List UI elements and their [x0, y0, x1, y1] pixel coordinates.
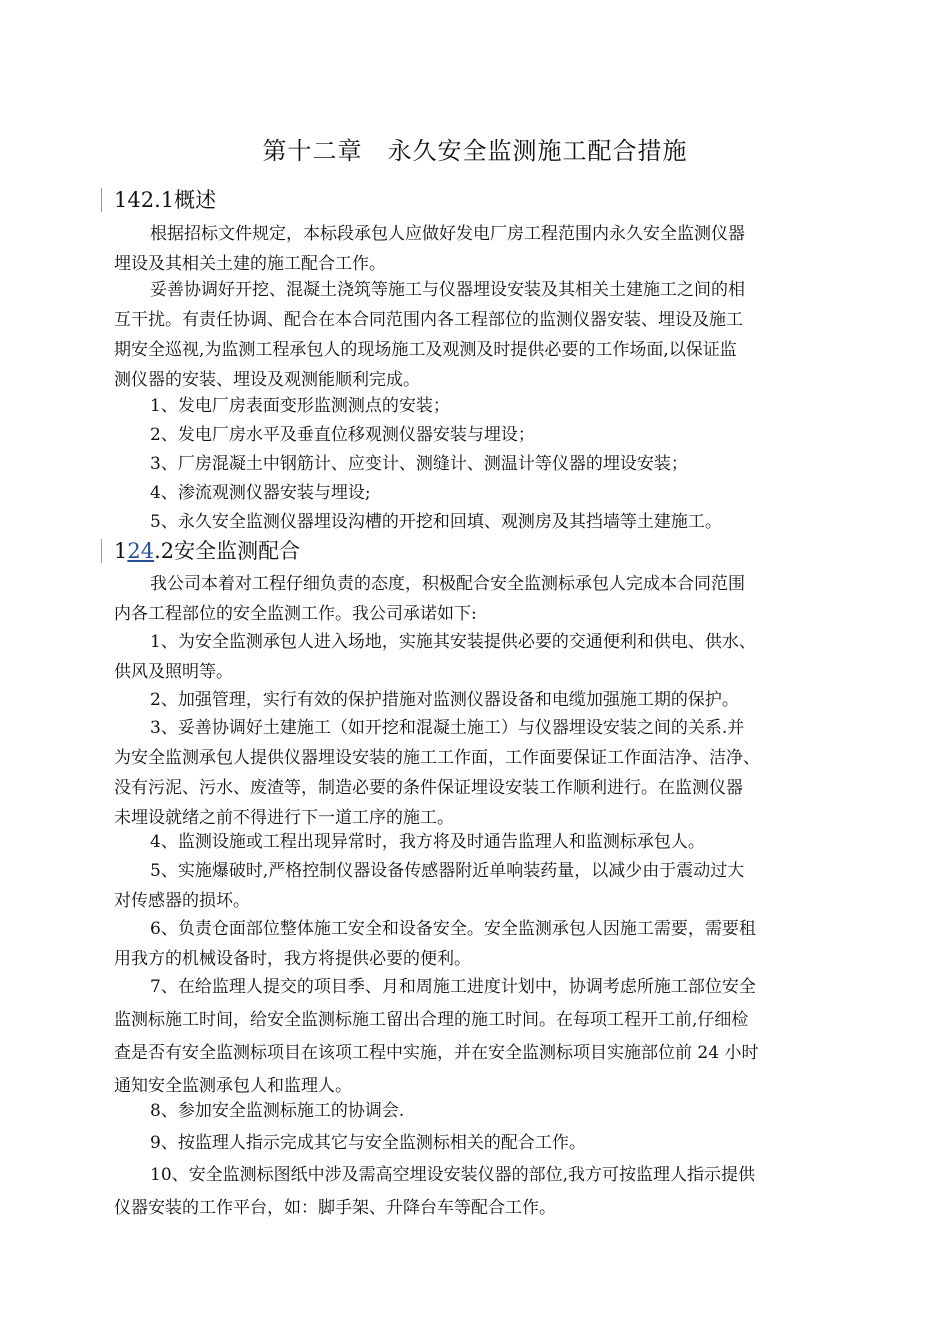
list-item [114, 627, 834, 687]
paragraph-line: 1、发电厂房表面变形监测测点的安装； [150, 396, 450, 416]
section-title: 安全监测配合 [174, 539, 301, 563]
section-number-underlined: 24 [127, 539, 155, 563]
paragraph-line: 8、参加安全监测标施工的协调会. [150, 1101, 405, 1121]
list-item [114, 1159, 834, 1225]
paragraph-line: 供风及照明等。 [114, 662, 233, 682]
paragraph-line: 妥善协调好开挖、混凝土浇筑等施工与仪器埋设安装及其相关土建施工之间的相 [150, 280, 745, 300]
paragraph [114, 569, 834, 629]
paragraph-line: 通知安全监测承包人和监理人。 [114, 1076, 352, 1096]
paragraph-line: 查是否有安全监测标项目在该项工程中实施，并在安全监测标项目实施部位前 24 小时 [114, 1043, 759, 1063]
paragraph-line: 为安全监测承包人提供仪器埋设安装的施工工作面，工作面要保证工作面洁净、洁净、 [114, 748, 760, 768]
paragraph-line: 2、发电厂房水平及垂直位移观测仪器安装与埋设； [150, 425, 535, 445]
list-item [114, 1127, 834, 1160]
paragraph-line: 3、妥善协调好土建施工（如开挖和混凝土施工）与仪器埋设安装之间的关系.并 [150, 718, 745, 738]
paragraph-line: 1、为安全监测承包人进入场地，实施其安装提供必要的交通便利和供电、供水、 [150, 632, 756, 652]
paragraph-line: 4、监测设施或工程出现异常时，我方将及时通告监理人和监测标承包人。 [150, 832, 705, 852]
paragraph-line: 监测标施工时间，给安全监测标施工留出合理的施工时间。在每项工程开工前,仔细检 [114, 1010, 749, 1030]
section-number-suffix: .2 [154, 539, 175, 563]
paragraph-line: 埋设及其相关土建的施工配合工作。 [114, 254, 386, 274]
paragraph-line: 2、加强管理，实行有效的保护措施对监测仪器设备和电缆加强施工期的保护。 [150, 690, 739, 710]
section-title: 概述 [174, 188, 217, 212]
paragraph-line: 我公司本着对工程仔细负责的态度，积极配合安全监测标承包人完成本合同范围 [150, 574, 745, 594]
paragraph-line: 5、实施爆破时,严格控制仪器设备传感器附近单响装药量，以减少由于震动过大 [150, 861, 745, 881]
paragraph-line: 10、安全监测标图纸中涉及需高空埋设安装仪器的部位,我方可按监理人指示提供 [150, 1165, 756, 1185]
chapter-title: 第十二章 永久安全监测施工配合措施 [262, 137, 688, 165]
paragraph-line: 期安全巡视,为监测工程承包人的现场施工及观测及时提供必要的工作场面,以保证监 [114, 340, 737, 360]
list-item [114, 391, 834, 421]
section-number-prefix: 1 [114, 539, 128, 563]
paragraph-line: 4、渗流观测仪器安装与埋设; [150, 483, 371, 503]
paragraph [114, 219, 834, 279]
section-number: 142.1 [114, 188, 175, 212]
list-item [114, 1095, 834, 1128]
list-item [114, 685, 834, 715]
paragraph [114, 275, 834, 395]
list-item [114, 507, 834, 537]
paragraph-line: 9、按监理人指示完成其它与安全监测标相关的配合工作。 [150, 1133, 586, 1153]
paragraph-line: 仪器安装的工作平台，如：脚手架、升降台车等配合工作。 [114, 1198, 556, 1218]
list-item [114, 914, 834, 974]
list-item [114, 856, 834, 916]
section-heading-overview [114, 185, 216, 215]
section-heading-monitoring [114, 536, 300, 566]
list-item [114, 478, 834, 508]
paragraph-line: 未埋设就绪之前不得进行下一道工序的施工。 [114, 808, 454, 828]
paragraph-line: 没有污泥、污水、废渣等，制造必要的条件保证埋设安装工作顺利进行。在监测仪器 [114, 778, 743, 798]
list-item [114, 971, 834, 1103]
paragraph-line: 测仪器的安装、埋设及观测能顺利完成。 [114, 370, 420, 390]
paragraph-line: 5、永久安全监测仪器埋设沟槽的开挖和回填、观测房及其挡墙等土建施工。 [150, 512, 722, 532]
paragraph-line: 互干扰。有责任协调、配合在本合同范围内各工程部位的监测仪器安装、埋设及施工 [114, 310, 743, 330]
revision-bar [101, 539, 102, 563]
revision-bar [101, 188, 102, 212]
paragraph-line: 7、在给监理人提交的项目季、月和周施工进度计划中，协调考虑所施工部位安全 [150, 977, 756, 997]
paragraph-line: 用我方的机械设备时，我方将提供必要的便利。 [114, 949, 471, 969]
paragraph-line: 对传感器的损坏。 [114, 891, 250, 911]
list-item [114, 449, 834, 479]
paragraph-line: 6、负责仓面部位整体施工安全和设备安全。安全监测承包人因施工需要，需要租 [150, 919, 756, 939]
list-item [114, 827, 834, 857]
paragraph-line: 3、厂房混凝土中钢筋计、应变计、测缝计、测温计等仪器的埋设安装； [150, 454, 688, 474]
paragraph-line: 根据招标文件规定，本标段承包人应做好发电厂房工程范围内永久安全监测仪器 [150, 224, 745, 244]
list-item [114, 713, 834, 833]
list-item [114, 420, 834, 450]
paragraph-line: 内各工程部位的安全监测工作。我公司承诺如下: [114, 604, 477, 624]
